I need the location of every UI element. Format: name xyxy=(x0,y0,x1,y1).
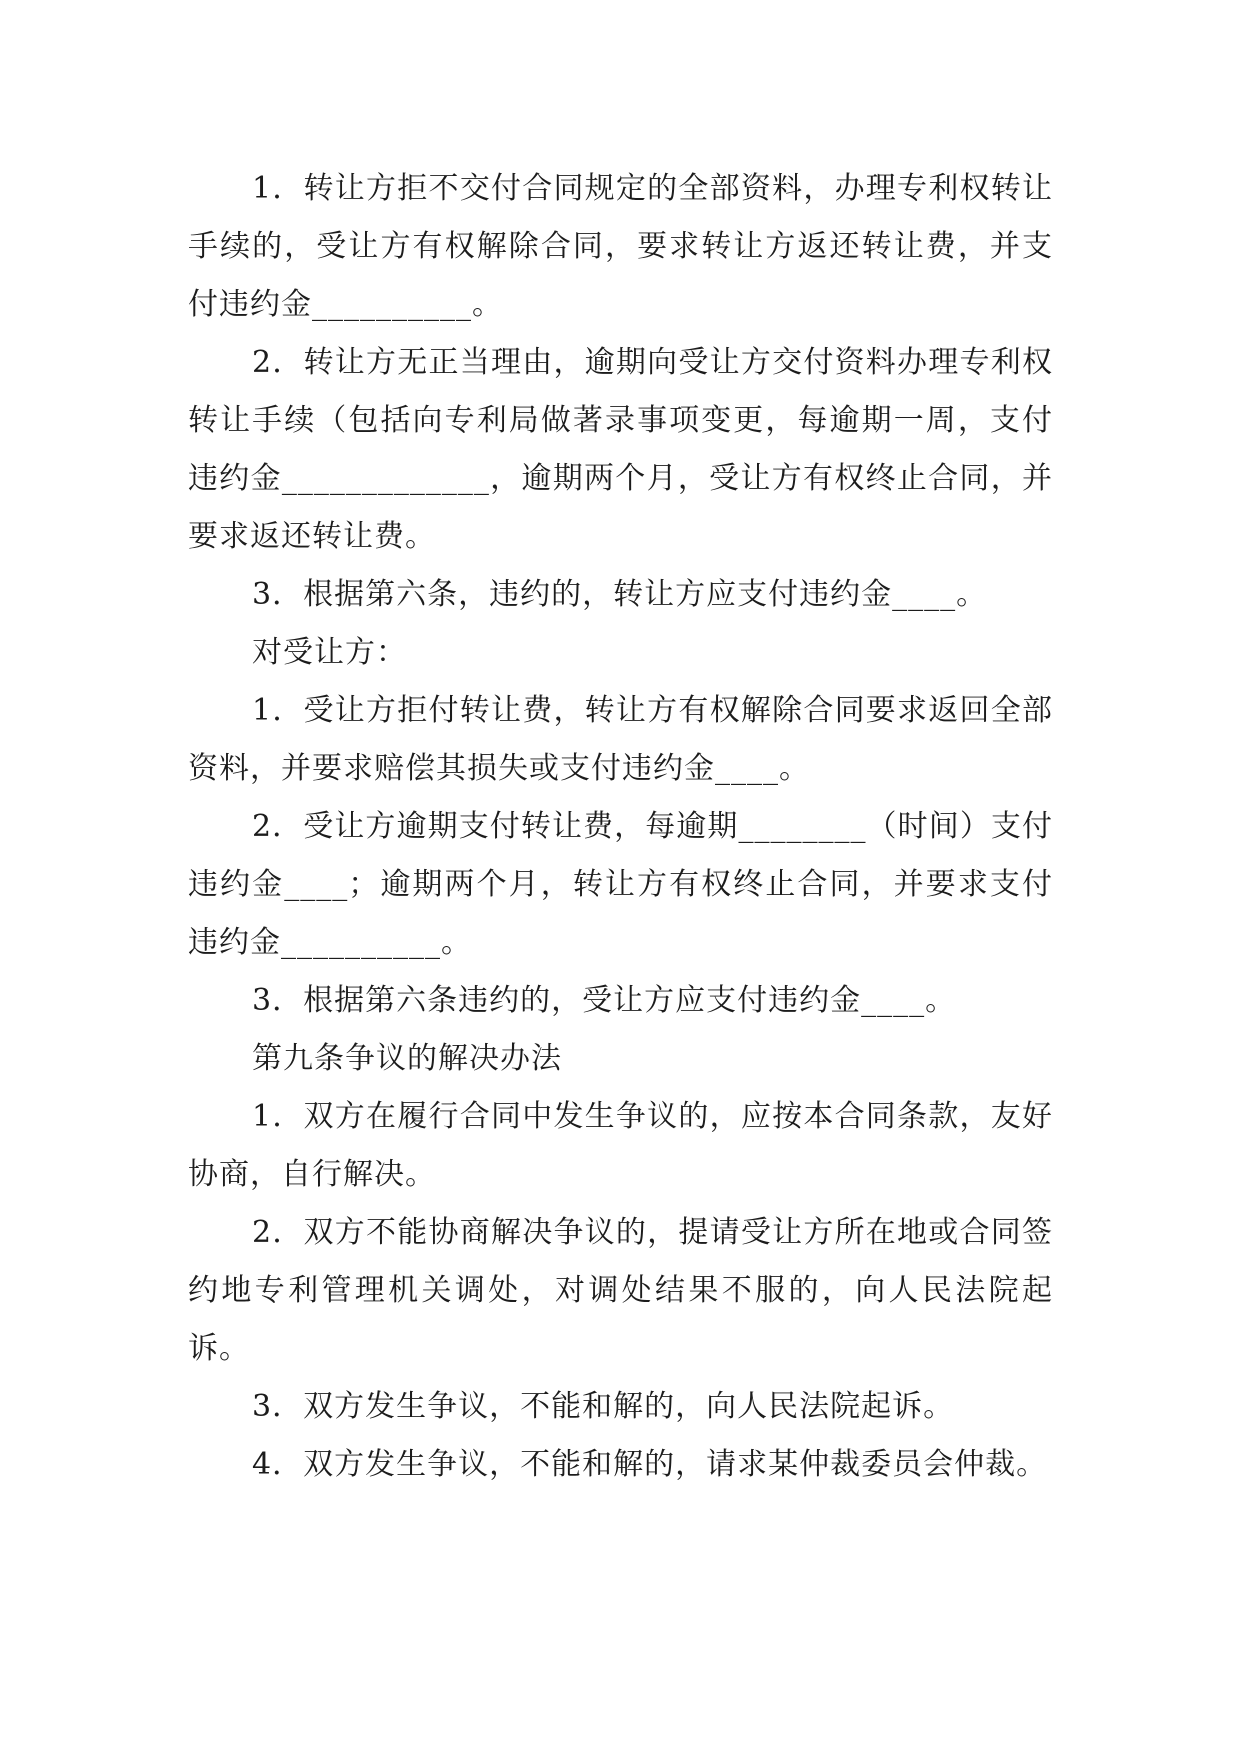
paragraph-transferor-refuses-delivery: 1．转让方拒不交付合同规定的全部资料，办理专利权转让手续的，受让方有权解除合同，要求转让方返还转让费，并支付违约金__________。 xyxy=(188,171,1053,322)
paragraph-dispute-litigation: 3．双方发生争议，不能和解的，向人民法院起诉。 xyxy=(252,1389,955,1424)
paragraph-dispute-arbitration: 4．双方发生争议，不能和解的，请求某仲裁委员会仲裁。 xyxy=(252,1447,1048,1482)
paragraph-dispute-mediation: 2．双方不能协商解决争议的，提请受让方所在地或合同签约地专利管理机关调处，对调处结果不服的，向人民法院起诉。 xyxy=(188,1215,1053,1366)
document-page xyxy=(188,160,1053,1494)
paragraph-transferee-breach-article-six: 3．根据第六条违约的，受让方应支付违约金____。 xyxy=(252,983,957,1018)
heading-article-nine-dispute-resolution: 第九条争议的解决办法 xyxy=(252,1041,562,1076)
paragraph-transferee-refuses-payment: 1．受让方拒付转让费，转让方有权解除合同要求返回全部资料，并要求赔偿其损失或支付违约金____。 xyxy=(188,693,1053,786)
heading-for-transferee: 对受让方： xyxy=(252,635,407,670)
paragraph-dispute-negotiation: 1．双方在履行合同中发生争议的，应按本合同条款，友好协商，自行解决。 xyxy=(188,1099,1053,1192)
paragraph-transferor-overdue: 2．转让方无正当理由，逾期向受让方交付资料办理专利权转让手续（包括向专利局做著录事项变更，每逾期一周，支付违约金_____________，逾期两个月，受让方有权终止合同，并要求返还转让费。 xyxy=(188,345,1053,554)
paragraph-transferor-breach-article-six: 3．根据第六条，违约的，转让方应支付违约金____。 xyxy=(252,577,988,612)
paragraph-transferee-overdue-payment: 2．受让方逾期支付转让费，每逾期________（时间）支付违约金____；逾期两个月，转让方有权终止合同，并要求支付违约金__________。 xyxy=(188,809,1053,960)
